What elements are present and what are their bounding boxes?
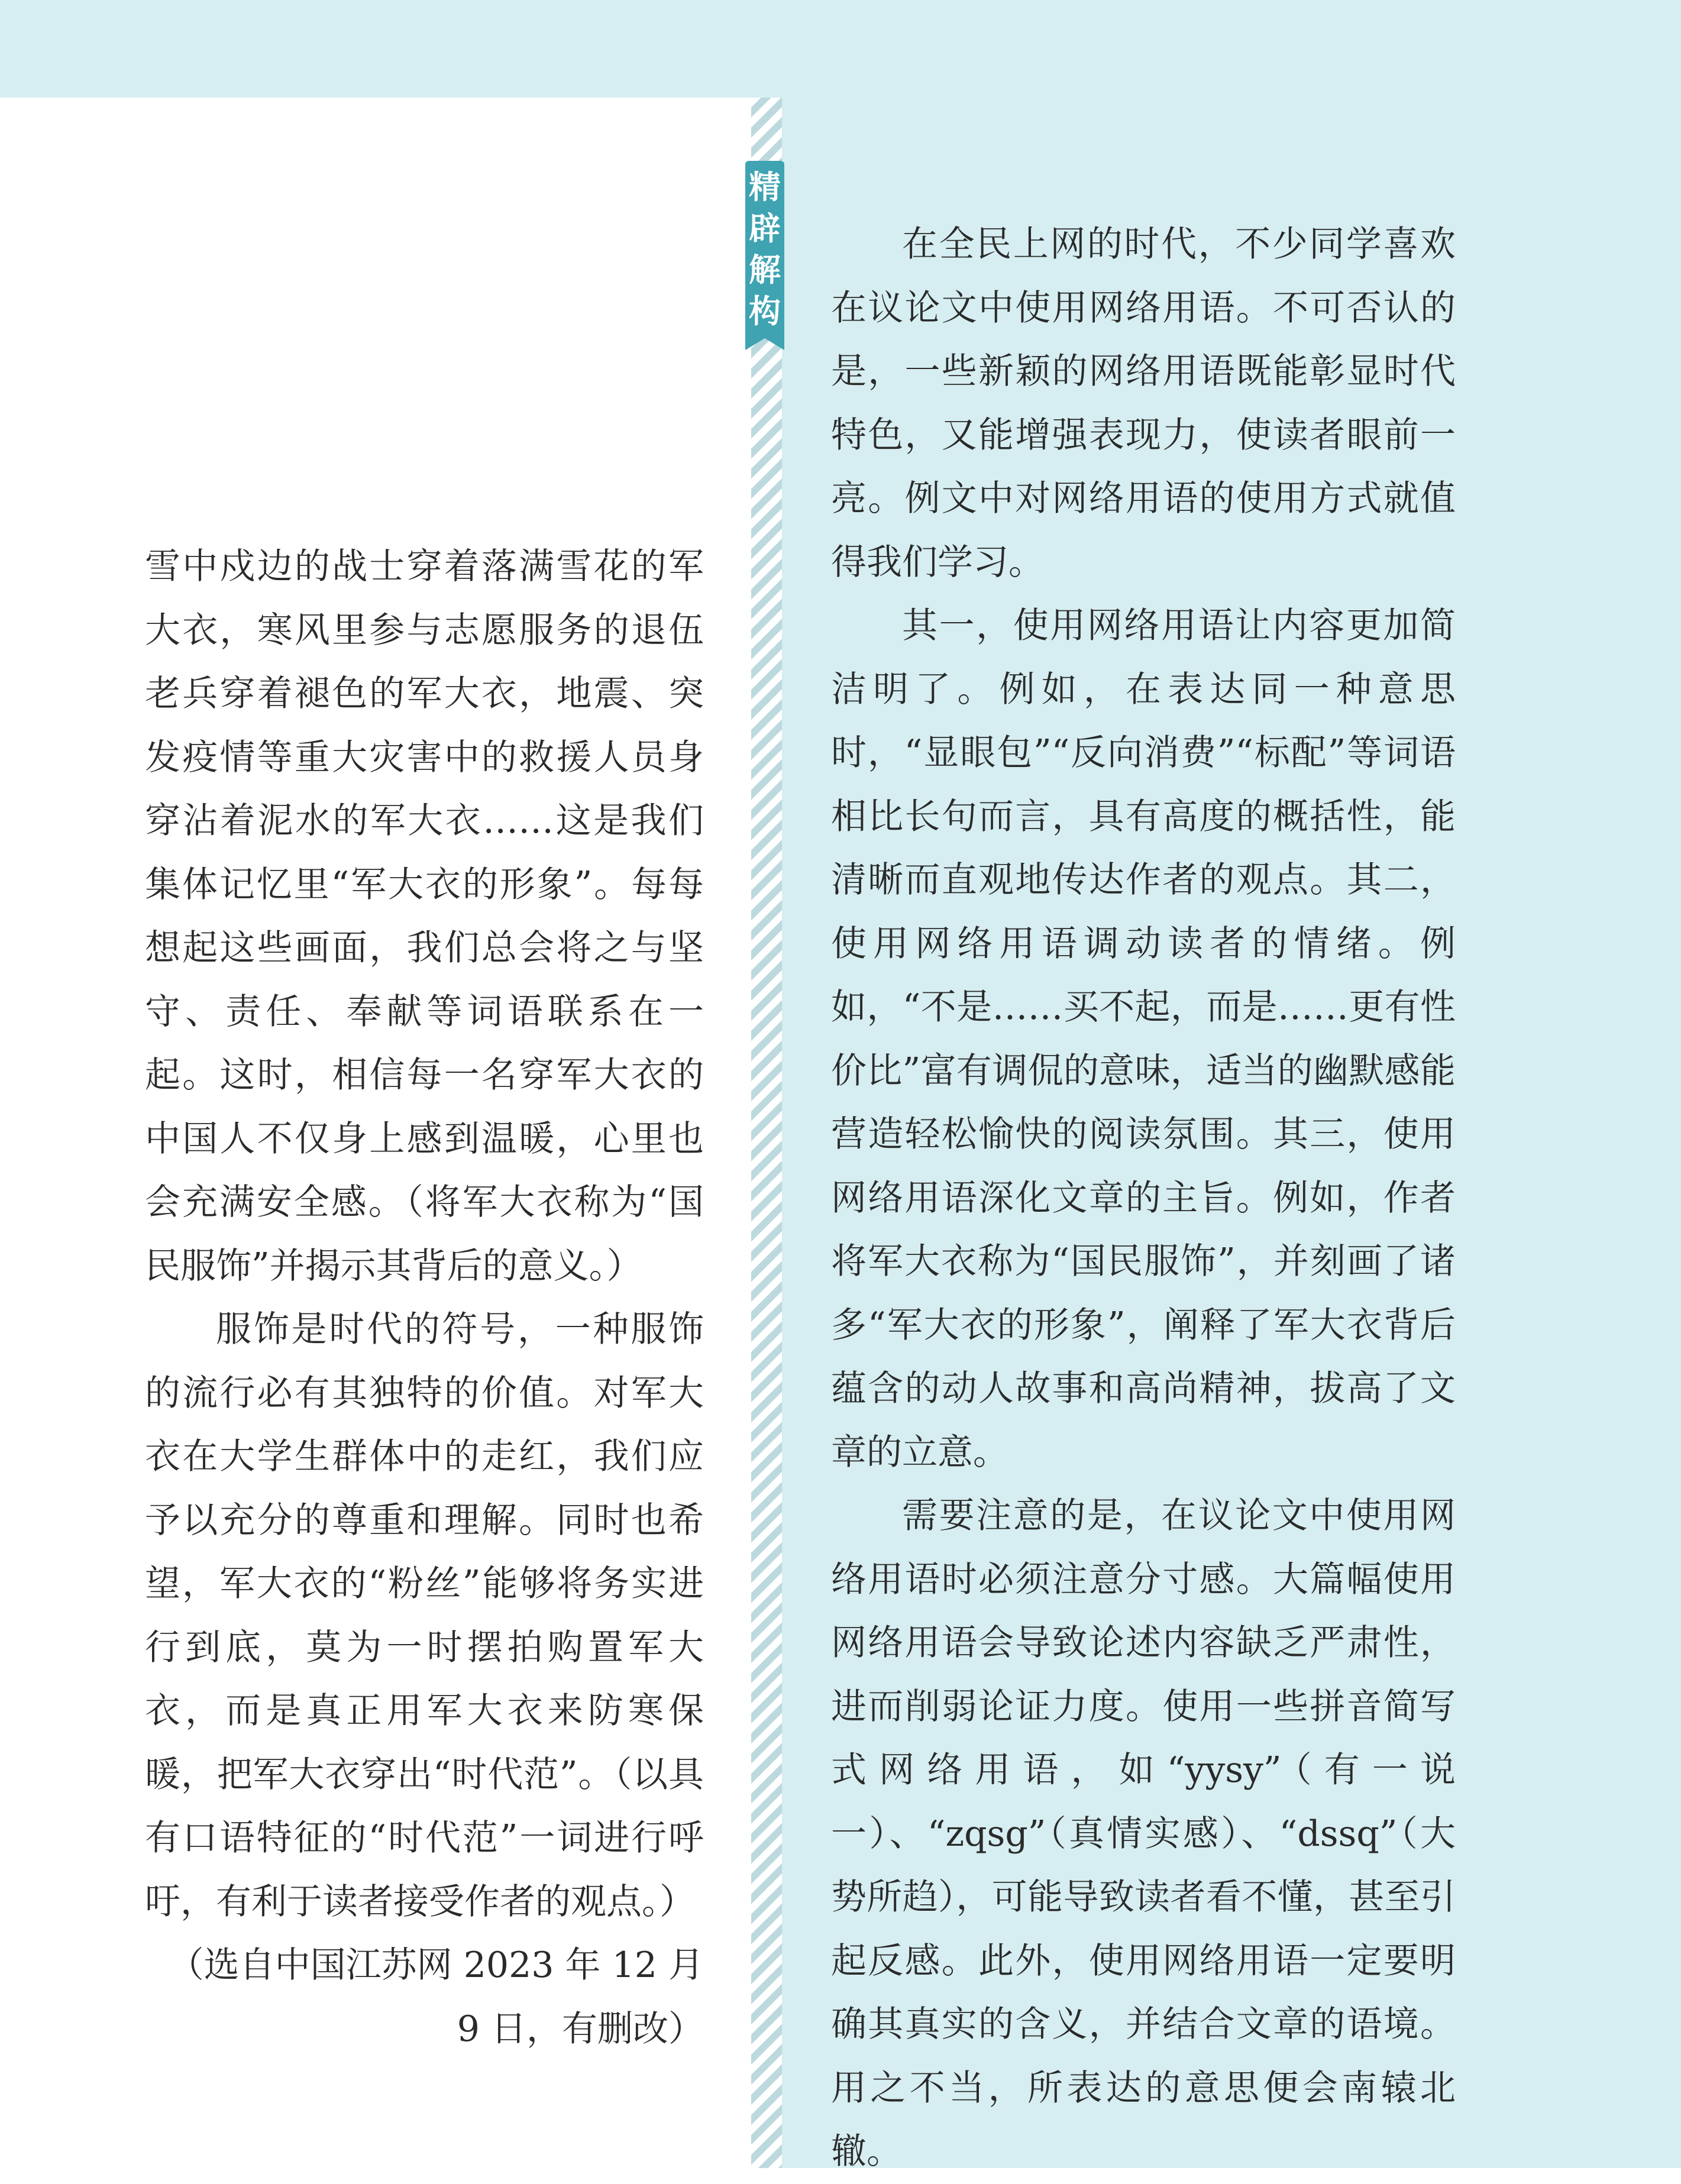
paragraph-text: 服饰是时代的符号，一种服饰的流行必有其独特的价值。对军大衣在大学生群体中的走红，我们应予以充分的尊重和理解。同时也希望，军大衣的“粉丝”能够将务实进行到底，莫为一时摆拍购置军大衣，而是真正用军大衣来防寒保暖，把军大衣穿出“时代范”。: [145, 1309, 704, 1795]
tag-char: 构: [749, 293, 781, 330]
tag-char: 解: [749, 251, 781, 289]
section-tag-tip: [745, 338, 784, 350]
article-paragraph: [145, 535, 704, 1298]
article-paragraph: [145, 1298, 704, 1934]
section-tag: [745, 161, 784, 338]
analysis-text: [831, 213, 1456, 2184]
paragraph-text: 雪中戍边的战士穿着落满雪花的军大衣，寒风里参与志愿服务的退伍老兵穿着褪色的军大衣，地震、突发疫情等重大灾害中的救援人员身穿沾着泥水的军大衣……这是我们集体记忆里“军大衣的形象”。每每想起这些画面，我们总会将之与坚守、责任、奉献等词语联系在一起。这时，相信每一名穿军大衣的中国人不仅身上感到温暖，心里也会充满安全感。: [145, 546, 704, 1223]
tag-char: 精: [749, 169, 781, 206]
tag-char: 辟: [749, 210, 781, 247]
analysis-paragraph: 需要注意的是，在议论文中使用网络用语时必须注意分寸感。大篇幅使用网络用语会导致论述内容缺乏严肃性，进而削弱论证力度。使用一些拼音简写式网络用语，如“yysy”（有一说一）、“zqsg”（真情实感）、“dssq”（大势所趋），可能导致读者看不懂，甚至引起反感。此外，使用网络用语一定要明确其真实的含义，并结合文章的语境。用之不当，所表达的意思便会南辕北辙。: [831, 1495, 1456, 2172]
divider-stripe: [751, 98, 782, 2168]
analysis-paragraph: 其一，使用网络用语让内容更加简洁明了。例如，在表达同一种意思时，“显眼包”“反向消费”“标配”等词语相比长句而言，具有高度的概括性，能清晰而直观地传达作者的观点。其二，使用网络用语调动读者的情绪。例如，“不是……买不起，而是……更有性价比”富有调侃的意味，适当的幽默感能营造轻松愉快的阅读氛围。其三，使用网络用语深化文章的主旨。例如，作者将军大衣称为“国民服饰”，并刻画了诸多“军大衣的形象”，阐释了军大衣背后蕴含的动人故事和高尚精神，拔高了文章的立意。: [831, 605, 1456, 1473]
annotation: （将军大衣称为“国民服饰”并揭示其背后的意义。）: [145, 1182, 704, 1287]
article-excerpt: [145, 535, 704, 2061]
analysis-paragraph: 在全民上网的时代，不少同学喜欢在议论文中使用网络用语。不可否认的是，一些新颖的网络用语既能彰显时代特色，又能增强表现力，使读者眼前一亮。例文中对网络用语的使用方式就值得我们学习。: [831, 224, 1456, 583]
source-citation: （选自中国江苏网 2023 年 12 月 9 日，有删改）: [168, 1944, 704, 2050]
annotation: （以具有口语特征的“时代范”一词进行呼吁，有利于读者接受作者的观点。）: [145, 1753, 704, 1923]
